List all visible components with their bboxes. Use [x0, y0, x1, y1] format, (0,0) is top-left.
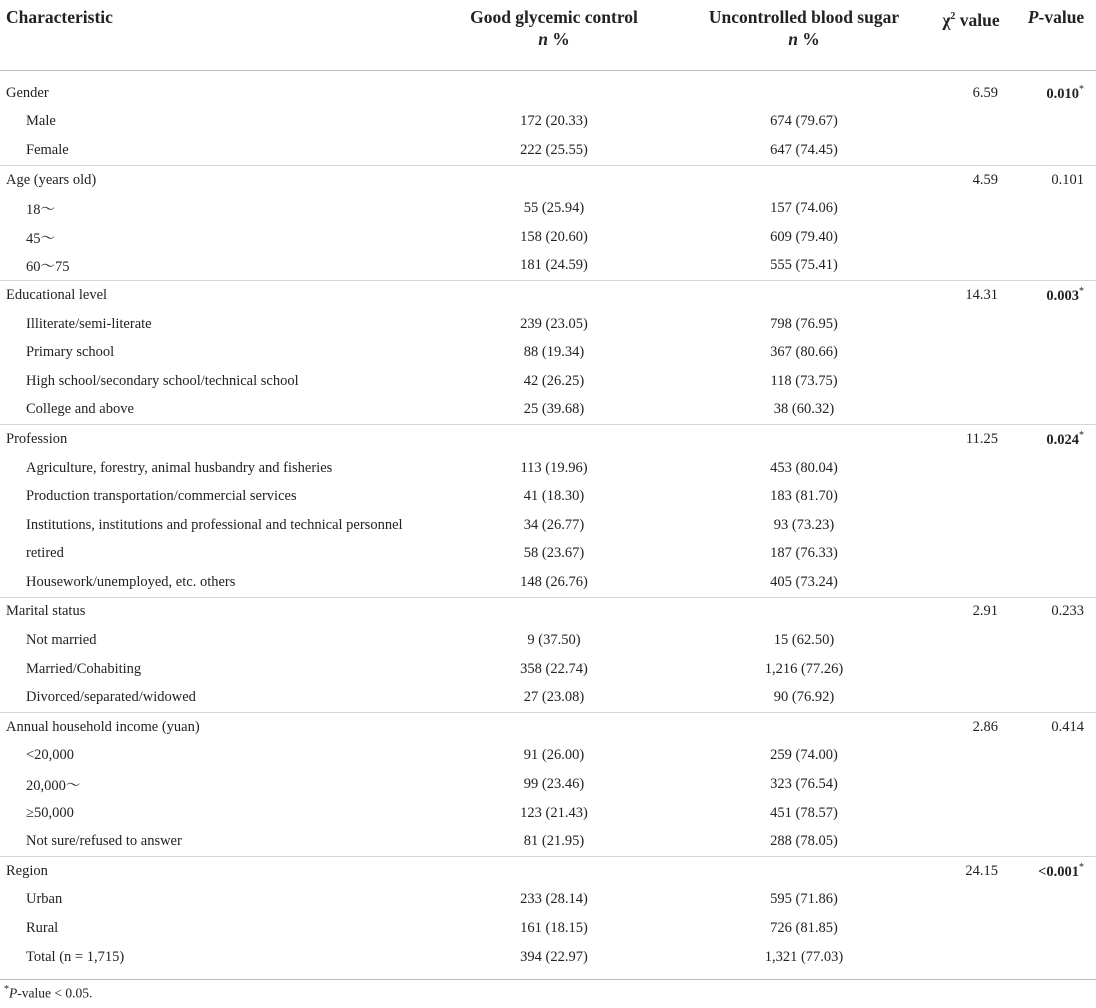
row-label: Housework/unemployed, etc. others	[26, 573, 236, 590]
row-label: ≥50,000	[26, 804, 74, 821]
row-label: Gender	[6, 84, 49, 101]
good-control-value: 55 (25.94)	[523, 200, 585, 217]
good-control-value: 148 (26.76)	[520, 573, 588, 590]
good-control-value: 222 (25.55)	[520, 141, 588, 158]
uncontrolled-value: 157 (74.06)	[770, 200, 838, 217]
row-label: Production transportation/commercial services	[26, 488, 297, 505]
good-control-value: 34 (26.77)	[523, 516, 585, 533]
good-control-value	[426, 597, 682, 626]
p-value-cell	[1016, 511, 1096, 540]
header-p-rest: -value	[1038, 7, 1085, 27]
good-control-value	[426, 71, 682, 108]
uncontrolled-value	[682, 857, 926, 886]
row-label: Illiterate/semi-literate	[26, 315, 152, 332]
chi-square-value: 6.59	[972, 84, 998, 101]
uncontrolled-value: 259 (74.00)	[770, 747, 838, 764]
footnote-p-italic: P	[9, 985, 18, 1001]
p-value-cell	[1016, 223, 1096, 252]
uncontrolled-value: 555 (75.41)	[770, 257, 838, 274]
p-value-cell	[1016, 482, 1096, 511]
good-control-value: 181 (24.59)	[520, 257, 588, 274]
row-label: <20,000	[26, 747, 75, 764]
table-row	[0, 338, 1096, 367]
p-value-cell	[1016, 655, 1096, 684]
chi-square-value	[926, 655, 1016, 684]
table-row	[0, 454, 1096, 483]
uncontrolled-value: 453 (80.04)	[770, 459, 838, 476]
p-value-cell	[1016, 396, 1096, 425]
uncontrolled-value: 118 (73.75)	[770, 372, 838, 389]
p-value-cell	[1016, 857, 1096, 886]
good-control-value	[426, 857, 682, 886]
chi-square-value	[926, 454, 1016, 483]
uncontrolled-value	[682, 425, 926, 454]
table-row	[0, 396, 1096, 425]
p-value-cell	[1016, 454, 1096, 483]
chi-square-value	[926, 310, 1016, 339]
chi-square-value: 11.25	[926, 425, 1016, 454]
good-control-value: 88 (19.34)	[523, 344, 585, 361]
p-value-cell	[1016, 425, 1096, 454]
uncontrolled-value: 367 (80.66)	[770, 344, 838, 361]
header-good-label: Good glycemic control	[470, 7, 638, 27]
chi-square-value: 4.59	[926, 165, 1016, 194]
table-row	[0, 252, 1096, 281]
p-value-cell	[1016, 281, 1096, 310]
uncontrolled-value: 595 (71.86)	[770, 891, 838, 908]
chi-square-value	[926, 742, 1016, 771]
p-value-cell	[1016, 310, 1096, 339]
p-value-cell	[1016, 338, 1096, 367]
row-label: High school/secondary school/technical school	[26, 372, 299, 389]
table-row	[0, 540, 1096, 569]
header-good-n: n	[538, 29, 548, 49]
row-label: Male	[26, 113, 56, 130]
p-value-cell	[1016, 799, 1096, 828]
footnote-marker: *	[4, 984, 9, 995]
row-label: Divorced/separated/widowed	[26, 689, 196, 706]
uncontrolled-value: 1,216 (77.26)	[764, 660, 844, 677]
good-control-value: 172 (20.33)	[520, 113, 588, 130]
header-p-italic: P	[1027, 7, 1039, 27]
table-row	[0, 742, 1096, 771]
header-uncontrolled-n: n	[788, 29, 798, 49]
uncontrolled-value: 38 (60.32)	[773, 401, 835, 418]
p-value-cell	[1016, 108, 1096, 137]
category-row	[0, 713, 1096, 742]
row-label: Marital status	[0, 597, 426, 626]
p-value-cell	[1016, 540, 1096, 569]
table-row	[0, 568, 1096, 597]
chi-square-value	[926, 136, 1016, 165]
uncontrolled-value: 288 (78.05)	[770, 833, 838, 850]
significance-marker: *	[1079, 430, 1084, 441]
table-row	[0, 310, 1096, 339]
header-chi-sup: 2	[950, 11, 956, 22]
p-value: 0.003	[1046, 287, 1079, 304]
category-row	[0, 857, 1096, 886]
chi-square-value: 2.86	[926, 713, 1016, 742]
p-value: 0.233	[1051, 603, 1084, 620]
uncontrolled-value	[682, 713, 926, 742]
chi-square-value	[926, 482, 1016, 511]
chi-square-value	[926, 194, 1016, 223]
header-chi-symbol: χ	[942, 9, 951, 30]
p-value-cell	[1016, 252, 1096, 281]
row-label: retired	[26, 545, 64, 562]
table-row	[0, 886, 1096, 915]
table-row	[0, 914, 1096, 943]
uncontrolled-value: 1,321 (77.03)	[682, 943, 926, 980]
chi-square-value	[926, 338, 1016, 367]
good-control-value: 41 (18.30)	[523, 488, 585, 505]
good-control-value: 99 (23.46)	[523, 776, 585, 793]
chi-square-value	[926, 770, 1016, 799]
table-row	[0, 108, 1096, 137]
chi-square-value: 24.15	[926, 857, 1016, 886]
chi-square-value: 14.31	[926, 281, 1016, 310]
p-value-cell	[1016, 943, 1096, 980]
chi-square-value	[926, 799, 1016, 828]
uncontrolled-value	[682, 597, 926, 626]
uncontrolled-value: 90 (76.92)	[773, 689, 835, 706]
row-label: Annual household income (yuan)	[0, 713, 426, 742]
significance-marker: *	[1079, 286, 1084, 298]
row-label: Female	[26, 141, 69, 158]
p-value-cell	[1016, 597, 1096, 626]
good-control-value: 42 (26.25)	[523, 372, 585, 389]
row-label: Region	[0, 857, 426, 886]
table-row	[0, 683, 1096, 712]
chi-square-value: 2.91	[926, 597, 1016, 626]
header-chi-rest: value	[955, 9, 1000, 30]
chi-square-value	[926, 914, 1016, 943]
row-label: Not married	[26, 632, 97, 649]
table-row	[0, 367, 1096, 396]
table-row	[0, 943, 1096, 980]
uncontrolled-value	[682, 165, 926, 194]
row-label: Educational level	[0, 281, 426, 310]
chi-square-value	[926, 626, 1016, 655]
row-label: 45～	[26, 230, 55, 247]
category-row	[0, 281, 1096, 310]
chi-square-value	[926, 886, 1016, 915]
table-row	[0, 770, 1096, 799]
uncontrolled-value: 187 (76.33)	[770, 545, 838, 562]
p-value-cell	[1016, 71, 1096, 108]
good-control-value: 158 (20.60)	[520, 228, 588, 245]
header-row	[0, 0, 1096, 71]
good-control-value: 9 (37.50)	[527, 632, 581, 649]
significance-marker: *	[1079, 861, 1084, 873]
p-value-cell	[1016, 713, 1096, 742]
header-chi-square	[926, 0, 1016, 71]
chi-square-value	[926, 511, 1016, 540]
p-value-cell	[1016, 136, 1096, 165]
p-value-cell	[1016, 194, 1096, 223]
good-control-value	[426, 425, 682, 454]
chi-square-value	[926, 540, 1016, 569]
chi-square-value	[926, 396, 1016, 425]
footnote	[4, 984, 92, 1002]
uncontrolled-value: 405 (73.24)	[770, 573, 838, 590]
table-row	[0, 799, 1096, 828]
good-control-value: 58 (23.67)	[523, 545, 585, 562]
uncontrolled-value: 609 (79.40)	[770, 228, 838, 245]
header-uncontrolled	[682, 0, 926, 71]
header-good-glycemic	[426, 0, 682, 71]
table-row	[0, 194, 1096, 223]
p-value-cell	[1016, 914, 1096, 943]
p-value-cell	[1016, 683, 1096, 712]
footnote-text: -value < 0.05.	[17, 985, 93, 1001]
table-row	[0, 223, 1096, 252]
good-control-value: 358 (22.74)	[520, 660, 588, 677]
header-p-value	[1016, 0, 1096, 71]
good-control-value	[426, 713, 682, 742]
table-body	[0, 71, 1096, 980]
p-value: <0.001	[1038, 863, 1079, 880]
p-value-cell	[1016, 626, 1096, 655]
significance-marker: *	[1079, 83, 1084, 95]
good-control-value: 394 (22.97)	[426, 943, 682, 980]
row-label: Age (years old)	[0, 165, 426, 194]
uncontrolled-value: 323 (76.54)	[770, 776, 838, 793]
uncontrolled-value: 726 (81.85)	[770, 920, 838, 937]
uncontrolled-value: 674 (79.67)	[770, 113, 838, 130]
chi-square-value	[926, 568, 1016, 597]
table-row	[0, 482, 1096, 511]
chi-square-value	[926, 683, 1016, 712]
row-label: Urban	[26, 891, 63, 908]
good-control-value: 161 (18.15)	[520, 920, 588, 937]
p-value-cell	[1016, 568, 1096, 597]
chi-square-value	[926, 943, 1016, 980]
p-value: 0.024	[1046, 431, 1079, 448]
chi-square-value	[926, 367, 1016, 396]
p-value: 0.101	[1051, 171, 1084, 188]
good-control-value: 81 (21.95)	[523, 833, 585, 850]
row-label: Agriculture, forestry, animal husbandry and fisheries	[26, 459, 333, 476]
uncontrolled-value: 798 (76.95)	[770, 315, 838, 332]
p-value-cell	[1016, 770, 1096, 799]
row-label: Rural	[26, 920, 59, 937]
uncontrolled-value	[682, 281, 926, 310]
uncontrolled-value: 451 (78.57)	[770, 804, 838, 821]
category-row	[0, 597, 1096, 626]
uncontrolled-value: 93 (73.23)	[773, 516, 835, 533]
row-label: Profession	[0, 425, 426, 454]
table-row	[0, 827, 1096, 856]
good-control-value: 123 (21.43)	[520, 804, 588, 821]
row-label: 60～75	[26, 259, 70, 276]
good-control-value: 239 (23.05)	[520, 315, 588, 332]
row-label: 18～	[26, 202, 55, 219]
table-row	[0, 136, 1096, 165]
row-label: Total (n = 1,715)	[0, 943, 426, 980]
good-control-value: 27 (23.08)	[523, 689, 585, 706]
p-value-cell	[1016, 886, 1096, 915]
p-value-cell	[1016, 742, 1096, 771]
header-good-sub: n %	[538, 29, 570, 49]
category-row	[0, 165, 1096, 194]
row-label: 20,000～	[26, 778, 81, 795]
good-control-value: 113 (19.96)	[520, 459, 588, 476]
uncontrolled-value: 15 (62.50)	[773, 632, 835, 649]
good-control-value: 91 (26.00)	[523, 747, 585, 764]
p-value: 0.010	[1046, 85, 1079, 102]
good-control-value: 233 (28.14)	[520, 891, 588, 908]
category-row	[0, 71, 1096, 108]
p-value-cell	[1016, 165, 1096, 194]
uncontrolled-value	[682, 71, 926, 108]
chi-square-value	[926, 252, 1016, 281]
good-control-value: 25 (39.68)	[523, 401, 585, 418]
uncontrolled-value: 647 (74.45)	[770, 141, 838, 158]
p-value-cell	[1016, 367, 1096, 396]
row-label: Not sure/refused to answer	[26, 833, 182, 850]
row-label: Married/Cohabiting	[26, 660, 142, 677]
row-label: Institutions, institutions and professional and technical personnel	[26, 516, 403, 533]
chi-square-value	[926, 827, 1016, 856]
header-uncontrolled-sub: n %	[788, 29, 820, 49]
row-label: Primary school	[26, 344, 115, 361]
uncontrolled-value: 183 (81.70)	[770, 488, 838, 505]
header-uncontrolled-label: Uncontrolled blood sugar	[708, 7, 900, 27]
category-row	[0, 425, 1096, 454]
table-row	[0, 655, 1096, 684]
header-characteristic: Characteristic	[6, 7, 113, 27]
chi-square-value	[926, 223, 1016, 252]
table-row	[0, 626, 1096, 655]
row-label: College and above	[26, 401, 134, 418]
p-value-cell	[1016, 827, 1096, 856]
good-control-value	[426, 281, 682, 310]
chi-square-value	[926, 108, 1016, 137]
good-control-value	[426, 165, 682, 194]
table-row	[0, 511, 1096, 540]
p-value: 0.414	[1051, 718, 1084, 735]
